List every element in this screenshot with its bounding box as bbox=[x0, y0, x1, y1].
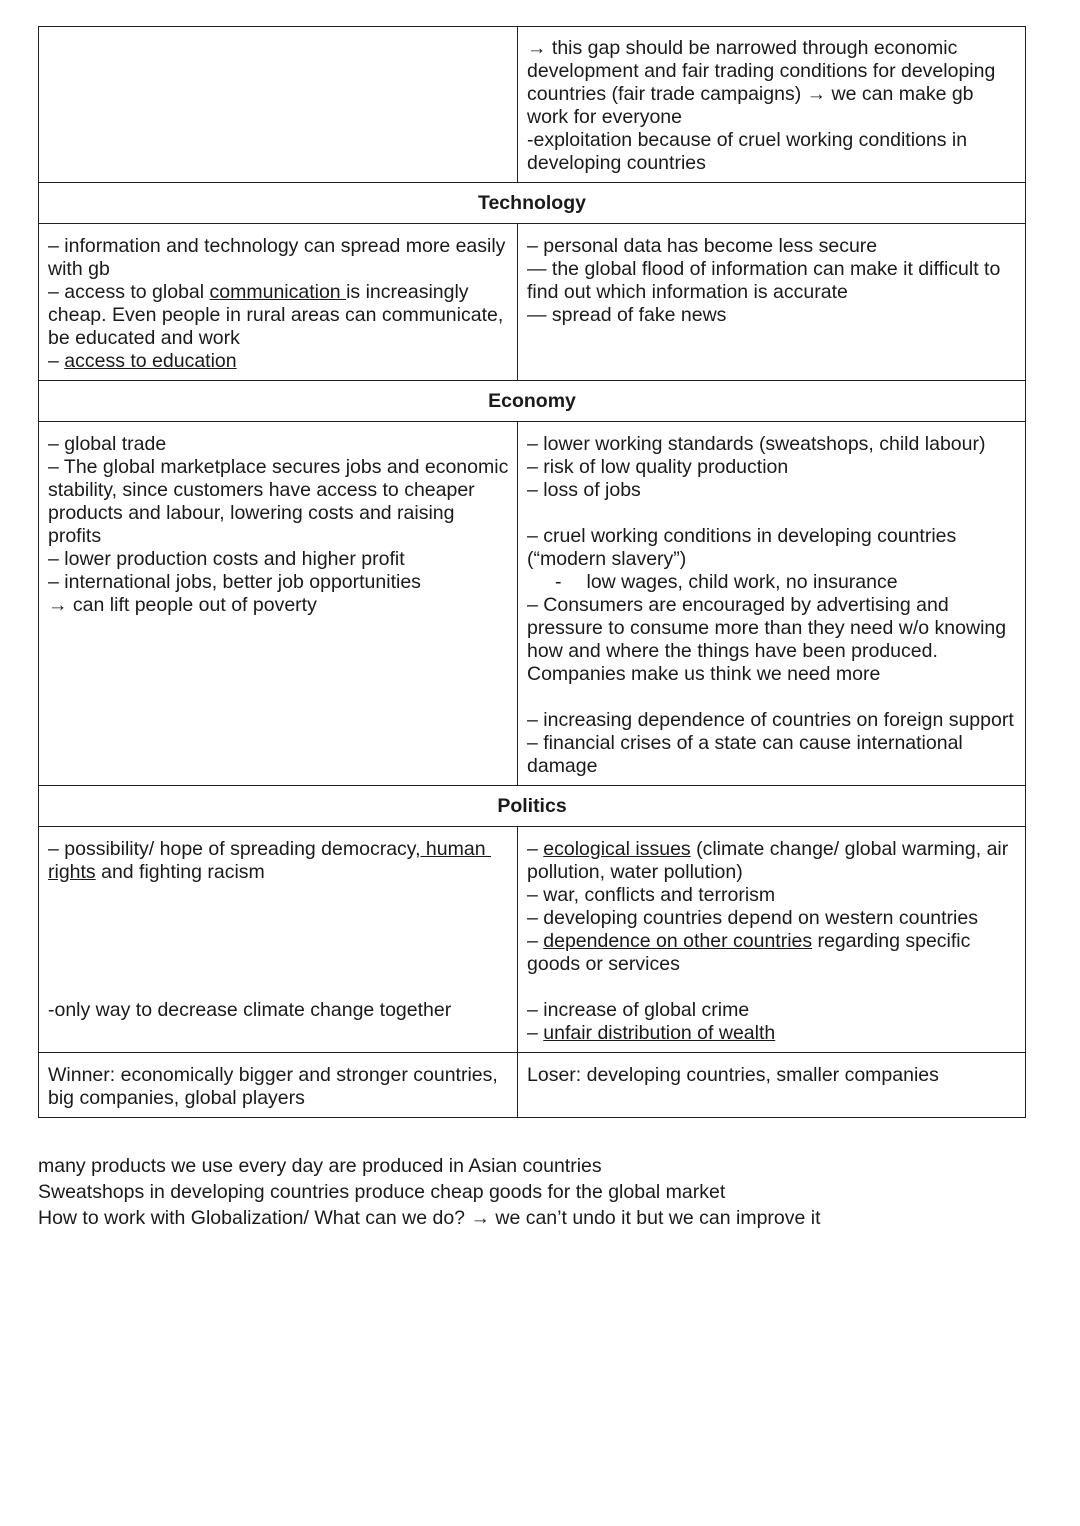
text-fragment: regarding specific goods or services bbox=[527, 930, 976, 975]
politics-con bbox=[527, 838, 1017, 884]
continuation-left-cell bbox=[39, 27, 518, 183]
continuation-text: -exploitation because of cruel working conditions in developing countries bbox=[527, 129, 973, 174]
footer-note: How to work with Globalization/ What can we do? → we can’t undo it but we can improve it bbox=[38, 1207, 821, 1229]
summary-row bbox=[39, 1053, 1026, 1118]
spacer bbox=[527, 976, 1017, 999]
text-fragment: and fighting racism bbox=[95, 861, 265, 883]
spacer bbox=[48, 953, 509, 976]
text-fragment: (climate change/ global warming, air pollution, water pollution) bbox=[527, 838, 1014, 883]
politics-heading-row bbox=[39, 786, 1026, 827]
economy-con: – increasing dependence of countries on foreign support bbox=[527, 709, 1014, 731]
text-fragment: – possibility/ hope of spreading democracy, bbox=[48, 838, 421, 860]
underlined-term: ecological issues bbox=[543, 838, 691, 860]
technology-pro bbox=[48, 281, 509, 350]
sub-text: low wages, child work, no insurance bbox=[586, 571, 898, 593]
politics-con: – developing countries depend on western countries bbox=[527, 907, 978, 929]
economy-heading-row bbox=[39, 381, 1026, 422]
politics-pro bbox=[48, 838, 509, 884]
economy-pro: – lower production costs and higher profit bbox=[48, 548, 405, 570]
underlined-term: communication bbox=[209, 281, 347, 303]
underlined-term: unfair distribution of wealth bbox=[543, 1022, 776, 1044]
spacer bbox=[48, 907, 509, 930]
technology-row bbox=[39, 224, 1026, 381]
text-fragment: – bbox=[48, 350, 65, 372]
footer-notes bbox=[38, 1153, 1038, 1231]
economy-con: – cruel working conditions in developing countries (“modern slavery”) bbox=[527, 525, 962, 570]
text-fragment: – bbox=[527, 1022, 544, 1044]
politics-con: – increase of global crime bbox=[527, 999, 750, 1021]
winner-cell: Winner: economically bigger and stronger countries, big companies, global players bbox=[39, 1053, 518, 1118]
continuation-row bbox=[39, 27, 1026, 183]
economy-con: – financial crises of a state can cause international damage bbox=[527, 732, 969, 777]
politics-row bbox=[39, 827, 1026, 1053]
politics-con bbox=[527, 930, 1017, 976]
technology-cons-cell bbox=[518, 224, 1026, 381]
globalization-table bbox=[38, 26, 1026, 1118]
economy-cons-cell bbox=[518, 422, 1026, 786]
underlined-term: access to education bbox=[64, 350, 237, 372]
politics-heading: Politics bbox=[39, 786, 1026, 827]
technology-heading-row bbox=[39, 183, 1026, 224]
spacer bbox=[48, 976, 509, 999]
politics-con: – war, conflicts and terrorism bbox=[527, 884, 776, 906]
sub-bullet: - bbox=[555, 571, 562, 593]
economy-con: – lower working standards (sweatshops, child labour) bbox=[527, 433, 986, 455]
technology-con: — the global flood of information can make it difficult to find out which information is accurate bbox=[527, 258, 1006, 303]
technology-con: — spread of fake news bbox=[527, 304, 727, 326]
economy-row bbox=[39, 422, 1026, 786]
text-fragment: – bbox=[527, 838, 544, 860]
technology-pro: – information and technology can spread more easily with gb bbox=[48, 235, 511, 280]
economy-pro: – international jobs, better job opportunities bbox=[48, 571, 421, 593]
spacer bbox=[48, 884, 509, 907]
politics-cons-cell bbox=[518, 827, 1026, 1053]
spacer bbox=[48, 930, 509, 953]
continuation-text: → this gap should be narrowed through economic development and fair trading conditions for developing countries (fair trade campaigns) → we can make gb work for everyone bbox=[527, 37, 1001, 128]
economy-con-subitem bbox=[527, 571, 1017, 594]
text-fragment: – access to global bbox=[48, 281, 210, 303]
underlined-term: dependence on other countries bbox=[543, 930, 813, 952]
politics-pros-cell bbox=[39, 827, 518, 1053]
footer-note: many products we use every day are produced in Asian countries bbox=[38, 1155, 602, 1177]
economy-con: – loss of jobs bbox=[527, 479, 641, 501]
politics-pro: -only way to decrease climate change together bbox=[48, 999, 452, 1021]
economy-heading: Economy bbox=[39, 381, 1026, 422]
economy-pro: → can lift people out of poverty bbox=[48, 594, 317, 616]
technology-heading: Technology bbox=[39, 183, 1026, 224]
economy-con: – risk of low quality production bbox=[527, 456, 789, 478]
technology-pros-cell bbox=[39, 224, 518, 381]
technology-pro bbox=[48, 350, 509, 373]
footer-note: Sweatshops in developing countries produce cheap goods for the global market bbox=[38, 1181, 726, 1203]
text-fragment: – bbox=[527, 930, 544, 952]
economy-pros-cell bbox=[39, 422, 518, 786]
loser-cell: Loser: developing countries, smaller companies bbox=[518, 1053, 1026, 1118]
technology-con: – personal data has become less secure bbox=[527, 235, 878, 257]
economy-pro: – global trade bbox=[48, 433, 167, 455]
text-fragment: is increasingly cheap. Even people in rural areas can communicate, be educated and work bbox=[48, 281, 509, 349]
continuation-right-cell bbox=[518, 27, 1026, 183]
economy-con: – Consumers are encouraged by advertising and pressure to consume more than they need w/o knowing how and where the things have been produced. Companies make us think we need more bbox=[527, 594, 1012, 685]
politics-con bbox=[527, 1022, 1017, 1045]
underlined-term: human rights bbox=[48, 838, 491, 883]
economy-pro: – The global marketplace secures jobs and economic stability, since customers have access to cheaper products and labour, lowering costs and raising profits bbox=[48, 456, 514, 547]
spacer bbox=[527, 686, 1017, 709]
spacer bbox=[527, 502, 1017, 525]
